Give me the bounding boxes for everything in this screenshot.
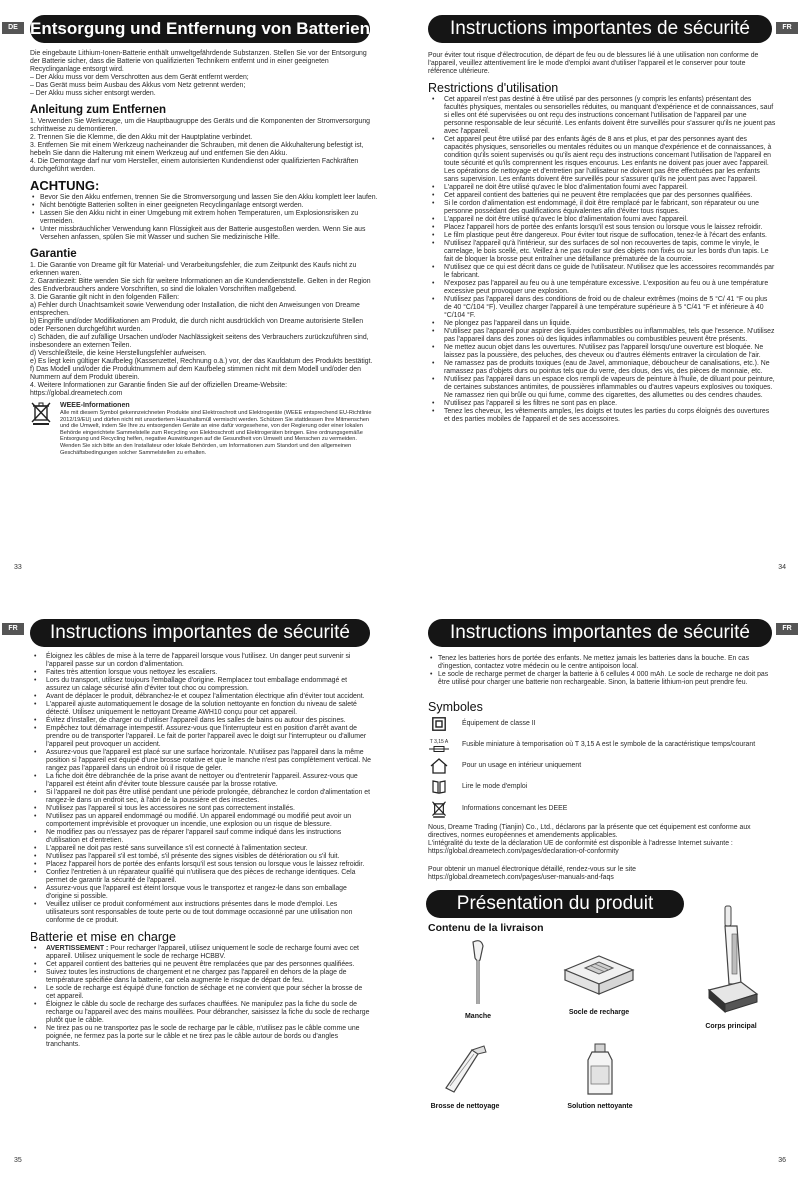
declaration-link[interactable]: https://global.dreametech.com/pages/declaration-of-conformity	[428, 848, 619, 855]
list-item-text: Éloignez le câble du socle de recharge des surfaces chauffées. Ne manipulez pas la fiche du socle de recharge ou l'appareil avec des mains mouillées. Pour débrancher, saisissez la fiche du socle de recharge plutôt que le câble.	[46, 1001, 370, 1024]
step: 3. Entfernen Sie mit einem Werkzeug nacheinander die Schrauben, mit denen die Akkuhalterung befestigt ist, hebeln Sie dann die Halterung mit einem Werkzeug auf und entfernen Sie den Akku.	[30, 142, 364, 157]
symbol-row	[428, 758, 778, 774]
step: 1. Verwenden Sie Werkzeuge, um die Hauptbaugruppe des Geräts und die Komponenten der Stromversorgung schrittweise zu demontieren.	[30, 118, 371, 133]
list-item-text: Pour recharger l'appareil, utilisez uniquement le socle de recharge fourni avec cet appareil. Utilisez uniquement le socle de recharge HCBBV.	[46, 945, 359, 960]
handle-illustration	[463, 938, 493, 1008]
list-item: • Le socle de recharge permet de charger la batterie à 6 cellules 4 000 mAh. Le socle de recharge ne doit pas être utilisé pour charger une batterie non rechargeable. Sinon, la batterie lithium-ion peut prendre feu.	[428, 671, 778, 687]
page-title: Instructions importantes de sécurité	[428, 619, 772, 647]
list-item: • Le film plastique peut être dangereux. Pour éviter tout risque de suffocation, tenez-le à l'écart des enfants.	[428, 232, 776, 240]
page-number: 34	[778, 564, 786, 571]
list-item: • Assurez-vous que l'appareil est éteint lorsque vous le transportez et rangez-le dans son emballage d'origine si possible.	[30, 885, 372, 901]
list-item: • Nicht benötigte Batterien sollten in einer geeigneten Recyclinganlage entsorgt werden.	[30, 202, 378, 210]
symbol-description: Lire le mode d'emploi	[462, 783, 528, 790]
item-label: Manche	[464, 1013, 492, 1020]
warning-list	[30, 194, 378, 242]
list-item	[30, 945, 372, 961]
item-cleaning-solution	[558, 1042, 642, 1111]
presentation-title: Présentation du produit	[426, 890, 684, 918]
intro-line: – Der Akku muss vor dem Verschrotten aus dem Gerät entfernt werden;	[30, 74, 249, 81]
page-content	[428, 52, 776, 424]
list-item: • N'utilisez pas l'appareil s'il est tombé, s'il présente des signes visibles de détérioration ou s'il fuit.	[30, 853, 372, 861]
list-item: • Empêchez tout démarrage intempestif. Assurez-vous que l'interrupteur est en position d'arrêt avant de prendre ou de transporter l'appareil. Le fait de porter l'appareil avec le doigt sur l'interrupteur ou d'allumer l'appareil peut provoquer un accident.	[30, 725, 372, 749]
list-item: • La fiche doit être débranchée de la prise avant de nettoyer ou d'entretenir l'appareil. Assurez-vous que l'appareil est éteint afin d'éviter toute blessure causée par la brosse rotative.	[30, 773, 372, 789]
list-item: • L'appareil ne doit être utilisé qu'avec le bloc d'alimentation fourni avec l'appareil.	[428, 184, 776, 192]
warranty-line: c) Schäden, die auf zufällige Ursachen und/oder Nachlässigkeit seitens des Verbrauchers zurückzuführen sind, insbesondere an externen Teilen.	[30, 334, 369, 349]
list-item: • Ne modifiez pas ou n'essayez pas de réparer l'appareil sauf comme indiqué dans les instructions d'utilisation et d'entretien.	[30, 829, 372, 845]
list-item: • N'utilisez l'appareil qu'à l'intérieur, sur des surfaces de sol non recouvertes de tapis, comme le vinyle, le carrelage, le bois scellé, etc. Veillez à ne pas rouler sur des objets non fixés ou sur les bords d'un tapis. Le fait de bloquer la brosse peut entraîner une défaillance prématurée de la courroie.	[428, 240, 776, 264]
page-35	[0, 593, 400, 1186]
section-heading: Restrictions d'utilisation	[428, 81, 559, 95]
list-item: • Cet appareil contient des batteries qui ne peuvent être remplacées que par des personnes qualifiées.	[428, 192, 776, 200]
language-tab: FR	[776, 22, 798, 34]
charging-base-illustration	[559, 944, 639, 1004]
language-tab: FR	[776, 623, 798, 635]
list-item: • Bevor Sie den Akku entfernen, trennen Sie die Stromversorgung und lassen Sie den Akku komplett leer laufen.	[30, 194, 378, 202]
warranty-line: 1. Die Garantie von Dreame gilt für Material- und Verarbeitungsfehler, die zum Zeitpunkt des Kaufs nicht zu erkennen waren.	[30, 262, 357, 277]
weee-bin-icon	[30, 401, 52, 425]
list-item-text: Cet appareil contient des batteries qui ne peuvent être remplacées que par des personnes qualifiées.	[46, 961, 355, 968]
declaration-line: Nous, Dreame Trading (Tianjin) Co., Ltd., déclarons par la présente que cet équipement est conforme aux directives, normes européennes et amendements applicables.	[428, 824, 751, 839]
symbol-description: Pour un usage en intérieur uniquement	[462, 762, 582, 769]
symbol-icon-cell	[428, 758, 450, 774]
list-item	[30, 1025, 372, 1049]
item-cleaning-brush	[430, 1042, 500, 1111]
list-item: • Lors du transport, utilisez toujours l'emballage d'origine. Remplacez tout emballage endommagé et assurez un calage sécurisé afin d'éviter tout choc ou compression.	[30, 677, 372, 693]
class-ii-icon	[432, 717, 446, 731]
section-heading: ACHTUNG:	[30, 178, 100, 193]
weee-bin-icon	[431, 800, 447, 818]
warranty-line: 3. Die Garantie gilt nicht in den folgenden Fällen:	[30, 294, 180, 301]
list-item: • Veuillez utiliser ce produit conformément aux instructions présentes dans le mode d'emploi. Les utilisateurs sont responsables de toute perte ou de tout dommage occasionné par une utilisation non conforme de ce produit.	[30, 901, 372, 925]
page-title: Instructions importantes de sécurité	[428, 15, 772, 43]
list-item	[30, 985, 372, 1001]
battery-list	[30, 945, 372, 1049]
list-item-text: Suivez toutes les instructions de chargement et ne chargez pas l'appareil en dehors de la plage de température spécifiée dans la batterie, car cela augmente le risque de départ de feu.	[46, 969, 347, 984]
contents-title: Contenu de la livraison	[428, 922, 544, 934]
cleaning-brush-illustration	[438, 1042, 492, 1098]
weee-title: WEEE-Informationen	[60, 402, 130, 409]
warranty-line: d) Verschleißteile, die keine Herstellungsfehler aufweisen.	[30, 350, 207, 357]
item-label: Brosse de nettoyage	[430, 1103, 500, 1110]
list-item	[30, 961, 372, 969]
list-item	[30, 1001, 372, 1025]
symbol-description: Équipement de classe II	[462, 720, 536, 727]
list-item: • Lassen Sie den Akku nicht in einer Umgebung mit extrem hohen Temperaturen, um Explosionsrisiken zu vermeiden.	[30, 210, 378, 226]
page-title: Entsorgung und Entfernung von Batterien	[30, 15, 370, 43]
warranty-link[interactable]: https://global.dreametech.com	[30, 390, 123, 397]
list-item: • N'utilisez pas l'appareil si tous les accessoires ne sont pas correctement installés.	[30, 805, 372, 813]
intro-line: – Der Akku muss sicher entsorgt werden.	[30, 90, 156, 97]
list-item: • Ne ramassez pas de produits toxiques (eau de Javel, ammoniaque, déboucheur de canalisations, etc.). Ne ramassez pas d'objets durs ou pointus tels que du verre, des clous, des vis, des pièces de monnaie, etc.	[428, 360, 776, 376]
symbol-row	[428, 779, 778, 795]
step: 4. Die Demontage darf nur vom Hersteller, einem autorisierten Kundendienst oder qualifizierten Fachkräften durchgeführt werden.	[30, 158, 359, 173]
weee-text: Alle mit diesem Symbol gekennzeichneten Produkte sind Elektroschrott und Elektrogeräte (WEEE entsprechend EU-Richtlinie 2012/19/EU) und dürfen nicht mit unsortiertem Haushaltsmüll vermischt werden. Schützen Sie stattdessen Ihre Mitmenschen und die Umwelt, indem Sie Ihre zu entsorgenden Geräte an eine dafür vorgesehene, von der Regierung oder einer lokalen Behörde eingerichtete Sammelstelle zum Recycling von Elektroschrott und Elektrogeräten bringen. Eine ordnungsgemäße Entsorgung und Recycling helfen, negative Auswirkungen auf die Gesundheit von Umwelt und Menschen zu vermeiden. Wenden Sie sich bitte an den Installateur oder lokale Behörden, um Informationen zum Standort und den allgemeinen Geschäftsbedingungen solcher Sammelstellen zu erhalten.	[60, 410, 372, 456]
list-item: • L'appareil ne doit pas resté sans surveillance s'il est connecté à l'alimentation secteur.	[30, 845, 372, 853]
list-item-text: Le socle de recharge est équipé d'une fonction de séchage et ne convient que pour sécher la brosse de cet appareil.	[46, 985, 363, 1000]
battery-safety-list	[428, 655, 778, 687]
warranty-line: 2. Garantiezeit: Bitte wenden Sie sich für weitere Informationen an die Kundendienststelle. Gelten in der Region des Endverbrauchers andere Vorschriften, so sind die lokalen Vorschriften maßgebend.	[30, 278, 371, 293]
symbol-icon-cell	[428, 717, 450, 731]
intro-text: Pour éviter tout risque d'électrocution, de départ de feu ou de blessures lié à une utilisation non conforme de l'appareil, veuillez attentivement lire le mode d'emploi avant d'utiliser l'appareil et le conserver pour toute référence ultérieure.	[428, 52, 759, 75]
list-item: • Confiez l'entretien à un réparateur qualifié qui n'utilisera que des pièces de rechange identiques. Cela permet de garantir la sécurité de l'appareil.	[30, 869, 372, 885]
page-number: 36	[778, 1157, 786, 1164]
list-item: • N'utilisez pas l'appareil dans un espace clos rempli de vapeurs de peinture à l'huile, de diluant pour peinture, de certaines substances antimites, de poussières inflammables ou d'autres vapeurs explosives ou toxiques. Ne ramassez rien qui brûle ou qui fume, comme des cigarettes, des allumettes ou des cendres chaudes.	[428, 376, 776, 400]
list-item: • N'exposez pas l'appareil au feu ou à une température excessive. L'exposition au feu ou à une température excessive peut provoquer une explosion.	[428, 280, 776, 296]
section-heading: Anleitung zum Entfernen	[30, 104, 167, 116]
symbol-icon-cell	[428, 800, 450, 818]
list-item: • Assurez-vous que l'appareil est placé sur une surface horizontale. N'utilisez pas l'appareil dans la même position si l'appareil est équipé d'une brosse rotative et que le manche n'est pas complètement vertical. Ne rangez pas l'appareil dans un endroit où il risque de geler.	[30, 749, 372, 773]
page-34	[400, 0, 800, 593]
list-item: • Unter missbräuchlicher Verwendung kann Flüssigkeit aus der Batterie ausgestoßen werden. Wenn Sie aus Versehen anfassen, spülen Sie mit Wasser und suchen Sie medizinische Hilfe.	[30, 226, 378, 242]
item-main-body	[696, 904, 766, 1031]
item-charging-base	[556, 944, 642, 1017]
warranty-text	[30, 262, 378, 398]
manual-link[interactable]: https://global.dreametech.com/pages/user-manuals-and-faqs	[428, 874, 614, 881]
section-heading: Batterie et mise en charge	[30, 930, 176, 944]
item-label: Socle de recharge	[568, 1009, 630, 1016]
warranty-line: f) Das Modell und/oder die Produktnummern auf dem Kaufbeleg stimmen nicht mit dem Modell und/oder den Nummern auf dem Produkt überein.	[30, 366, 361, 381]
list-item: • L'appareil ne doit être utilisé qu'avec le bloc d'alimentation fourni avec l'appareil.	[428, 216, 776, 224]
symbol-row	[428, 800, 778, 818]
list-item: • Évitez d'installer, de charger ou d'utiliser l'appareil dans les salles de bains ou autour des piscines.	[30, 717, 372, 725]
list-item: • Cet appareil peut être utilisé par des enfants âgés de 8 ans et plus, et par des personnes ayant des capacités physiques, sensorielles ou mentales réduites ou un manque d'expérience et de connaissances, à condition qu'ils soient supervisés ou qu'ils aient reçu des instructions concernant l'utilisation de l'appareil en toute sécurité et qu'ils comprennent les risques encourus. Les enfants ne doivent pas jouer avec l'appareil. Les opérations de nettoyage et d'entretien par l'utilisateur ne doivent pas être effectuées par les enfants sans supervision. Les enfants doivent être surveillés pour s'assurer qu'ils ne jouent pas avec l'appareil.	[428, 136, 776, 184]
fuse-icon	[429, 746, 449, 752]
warranty-line: e) Es liegt kein gültiger Kaufbeleg (Kassenzettel, Rechnung o.ä.) vor, der das Kaufdatum des Produkts bestätigt.	[30, 358, 373, 365]
page-title: Instructions importantes de sécurité	[30, 619, 370, 647]
manual-line: Pour obtenir un manuel électronique détaillé, rendez-vous sur le site	[428, 866, 636, 873]
list-item: • N'utilisez pas l'appareil dans des conditions de froid ou de chaleur extrêmes (moins de 5 °C/ 41 °F ou plus de 40 °C/104 °F). Veuillez charger l'appareil à une température supérieure à 5 °C/41 °F et inférieure à 40 °C/104 °F.	[428, 296, 776, 320]
list-item	[30, 969, 372, 985]
list-item: • Placez l'appareil hors de portée des enfants lorsqu'il est sous tension ou lorsque vous le laissez refroidir.	[428, 224, 776, 232]
symbol-icon-cell	[428, 779, 450, 795]
main-body-illustration	[701, 904, 761, 1018]
list-item: • Faites très attention lorsque vous nettoyez les escaliers.	[30, 669, 372, 677]
page-content	[30, 653, 372, 1049]
symbol-row	[428, 737, 778, 753]
list-item: • Ne plongez pas l'appareil dans un liquide.	[428, 320, 776, 328]
declaration-text	[428, 824, 778, 856]
fuse-label: T 3,15 A	[429, 739, 449, 745]
list-item: • N'utilisez pas l'appareil pour aspirer des liquides combustibles ou inflammables, tels que l'essence. N'utilisez pas l'appareil dans des zones où des liquides inflammables ou combustibles peuvent être présents.	[428, 328, 776, 344]
list-item: • Tenez les cheveux, les vêtements amples, les doigts et toutes les parties du corps éloignés des ouvertures et des parties mobiles de l'appareil et de ses accessoires.	[428, 408, 776, 424]
list-item: • Tenez les batteries hors de portée des enfants. Ne mettez jamais les batteries dans la bouche. En cas d'ingestion, contactez votre médecin ou le centre antipoison local.	[428, 655, 778, 671]
list-item: • Si l'appareil ne doit pas être utilisé pendant une période prolongée, débranchez le cordon d'alimentation et rangez-le dans un endroit sec, à l'abri de la poussière et des insectes.	[30, 789, 372, 805]
list-item: • Avant de déplacer le produit, débranchez-le et coupez l'alimentation électrique afin d'éviter tout accident.	[30, 693, 372, 701]
page-content	[428, 655, 778, 1168]
intro-line: – Das Gerät muss beim Ausbau des Akkus vom Netz getrennt werden;	[30, 82, 246, 89]
package-contents	[428, 938, 778, 1168]
list-item: • Placez l'appareil hors de portée des enfants lorsqu'il est sous tension ou lorsque vous le laissez refroidir.	[30, 861, 372, 869]
warning-label: AVERTISSEMENT :	[46, 945, 109, 952]
page-number: 33	[14, 564, 22, 571]
symbol-description: Fusible miniature à temporisation où T 3,15 A est le symbole de la caractéristique temps/courant	[462, 741, 756, 748]
step: 2. Trennen Sie die Klemme, die den Akku mit der Hauptplatine verbindet.	[30, 134, 253, 141]
item-label: Solution nettoyante	[567, 1103, 633, 1110]
list-item: • Ne mettez aucun objet dans les ouvertures. N'utilisez pas l'appareil lorsqu'une ouverture est bloquée. Ne laissez pas la poussière, des peluches, des cheveux ou d'autres éléments entraver la circulation de l'air.	[428, 344, 776, 360]
restrictions-list	[428, 96, 776, 424]
list-item: • Éloignez les câbles de mise à la terre de l'appareil lorsque vous l'utilisez. Un danger peut survenir si l'appareil passe sur un cordon d'alimentation.	[30, 653, 372, 669]
book-icon	[431, 779, 447, 795]
list-item: • N'utilisez pas un appareil endommagé ou modifié. Un appareil endommagé ou modifié peut avoir un comportement imprévisible et provoquer un incendie, une explosion ou un risque de blessure.	[30, 813, 372, 829]
language-tab: FR	[2, 623, 24, 635]
page-number: 35	[14, 1157, 22, 1164]
section-heading: Symboles	[428, 700, 483, 714]
list-item: • N'utilisez que ce qui est décrit dans ce guide de l'utilisateur. N'utilisez que les accessoires recommandés par le fabricant.	[428, 264, 776, 280]
list-item: • Cet appareil n'est pas destiné à être utilisé par des personnes (y compris les enfants) présentant des facultés physiques, mentales ou sensorielles réduites, ou manquant d'expérience et de connaissances, sauf si elles ont été supervisées ou ont reçu des instructions concernant l'utilisation de l'appareil par une personne responsable de leur sécurité. Les enfants doivent être surveillés pour s'assurer qu'ils ne jouent pas avec l'appareil.	[428, 96, 776, 136]
list-item: • N'utilisez pas l'appareil si les filtres ne sont pas en place.	[428, 400, 776, 408]
list-item-text: Ne tirez pas ou ne transportez pas le socle de recharge par le câble, n'utilisez pas le câble comme une poignée, ne fermez pas la porte sur le câble et ne tirez pas le câble autour de bords ou d'angles tranchants.	[46, 1025, 360, 1048]
section-heading: Garantie	[30, 248, 77, 260]
manual-text	[428, 866, 778, 882]
item-handle	[448, 938, 508, 1021]
warranty-line: a) Fehler durch Unachtsamkeit sowie Verwendung oder Installation, die nicht den Anweisungen von Dreame entsprechen.	[30, 302, 360, 317]
symbol-icon-cell	[428, 738, 450, 752]
symbol-row	[428, 716, 778, 732]
item-label: Corps principal	[705, 1023, 757, 1030]
list-item: • L'appareil ajuste automatiquement le dosage de la solution nettoyante en fonction du niveau de saleté détecté. Utilisez uniquement le nettoyant Dreame AWH10 conçu pour cet appareil.	[30, 701, 372, 717]
removal-steps	[30, 118, 378, 174]
page-36	[400, 593, 800, 1186]
declaration-line: L'intégralité du texte de la déclaration UE de conformité est disponible à l'adresse Internet suivante :	[428, 840, 733, 847]
page-33	[0, 0, 400, 593]
weee-block	[30, 401, 378, 456]
intro-line: Die eingebaute Lithium-Ionen-Batterie enthält umweltgefährdende Substanzen. Stellen Sie vor der Entsorgung der Batterie sicher, dass die Batterie von qualifizierten Technikern entfernt und in einer geeigneten Recyclinganlage entsorgt wird.	[30, 50, 367, 73]
page-content	[30, 50, 378, 456]
safety-list	[30, 653, 372, 925]
warranty-line: 4. Weitere Informationen zur Garantie finden Sie auf der offiziellen Dreame-Website:	[30, 382, 287, 389]
warranty-line: b) Eingriffe und/oder Modifikationen am Produkt, die durch nicht ausdrücklich von Dreame autorisierte Stellen oder Personen durchgeführt wurden.	[30, 318, 364, 333]
cleaning-solution-illustration	[580, 1042, 620, 1098]
symbol-description: Informations concernant les DEEE	[462, 805, 568, 812]
language-tab: DE	[2, 22, 24, 34]
house-icon	[430, 758, 448, 774]
intro-text	[30, 50, 378, 98]
list-item: • Si le cordon d'alimentation est endommagé, il doit être remplacé par le fabricant, son réparateur ou une personne possédant des qualifications équivalentes afin d'éviter tous risques.	[428, 200, 776, 216]
